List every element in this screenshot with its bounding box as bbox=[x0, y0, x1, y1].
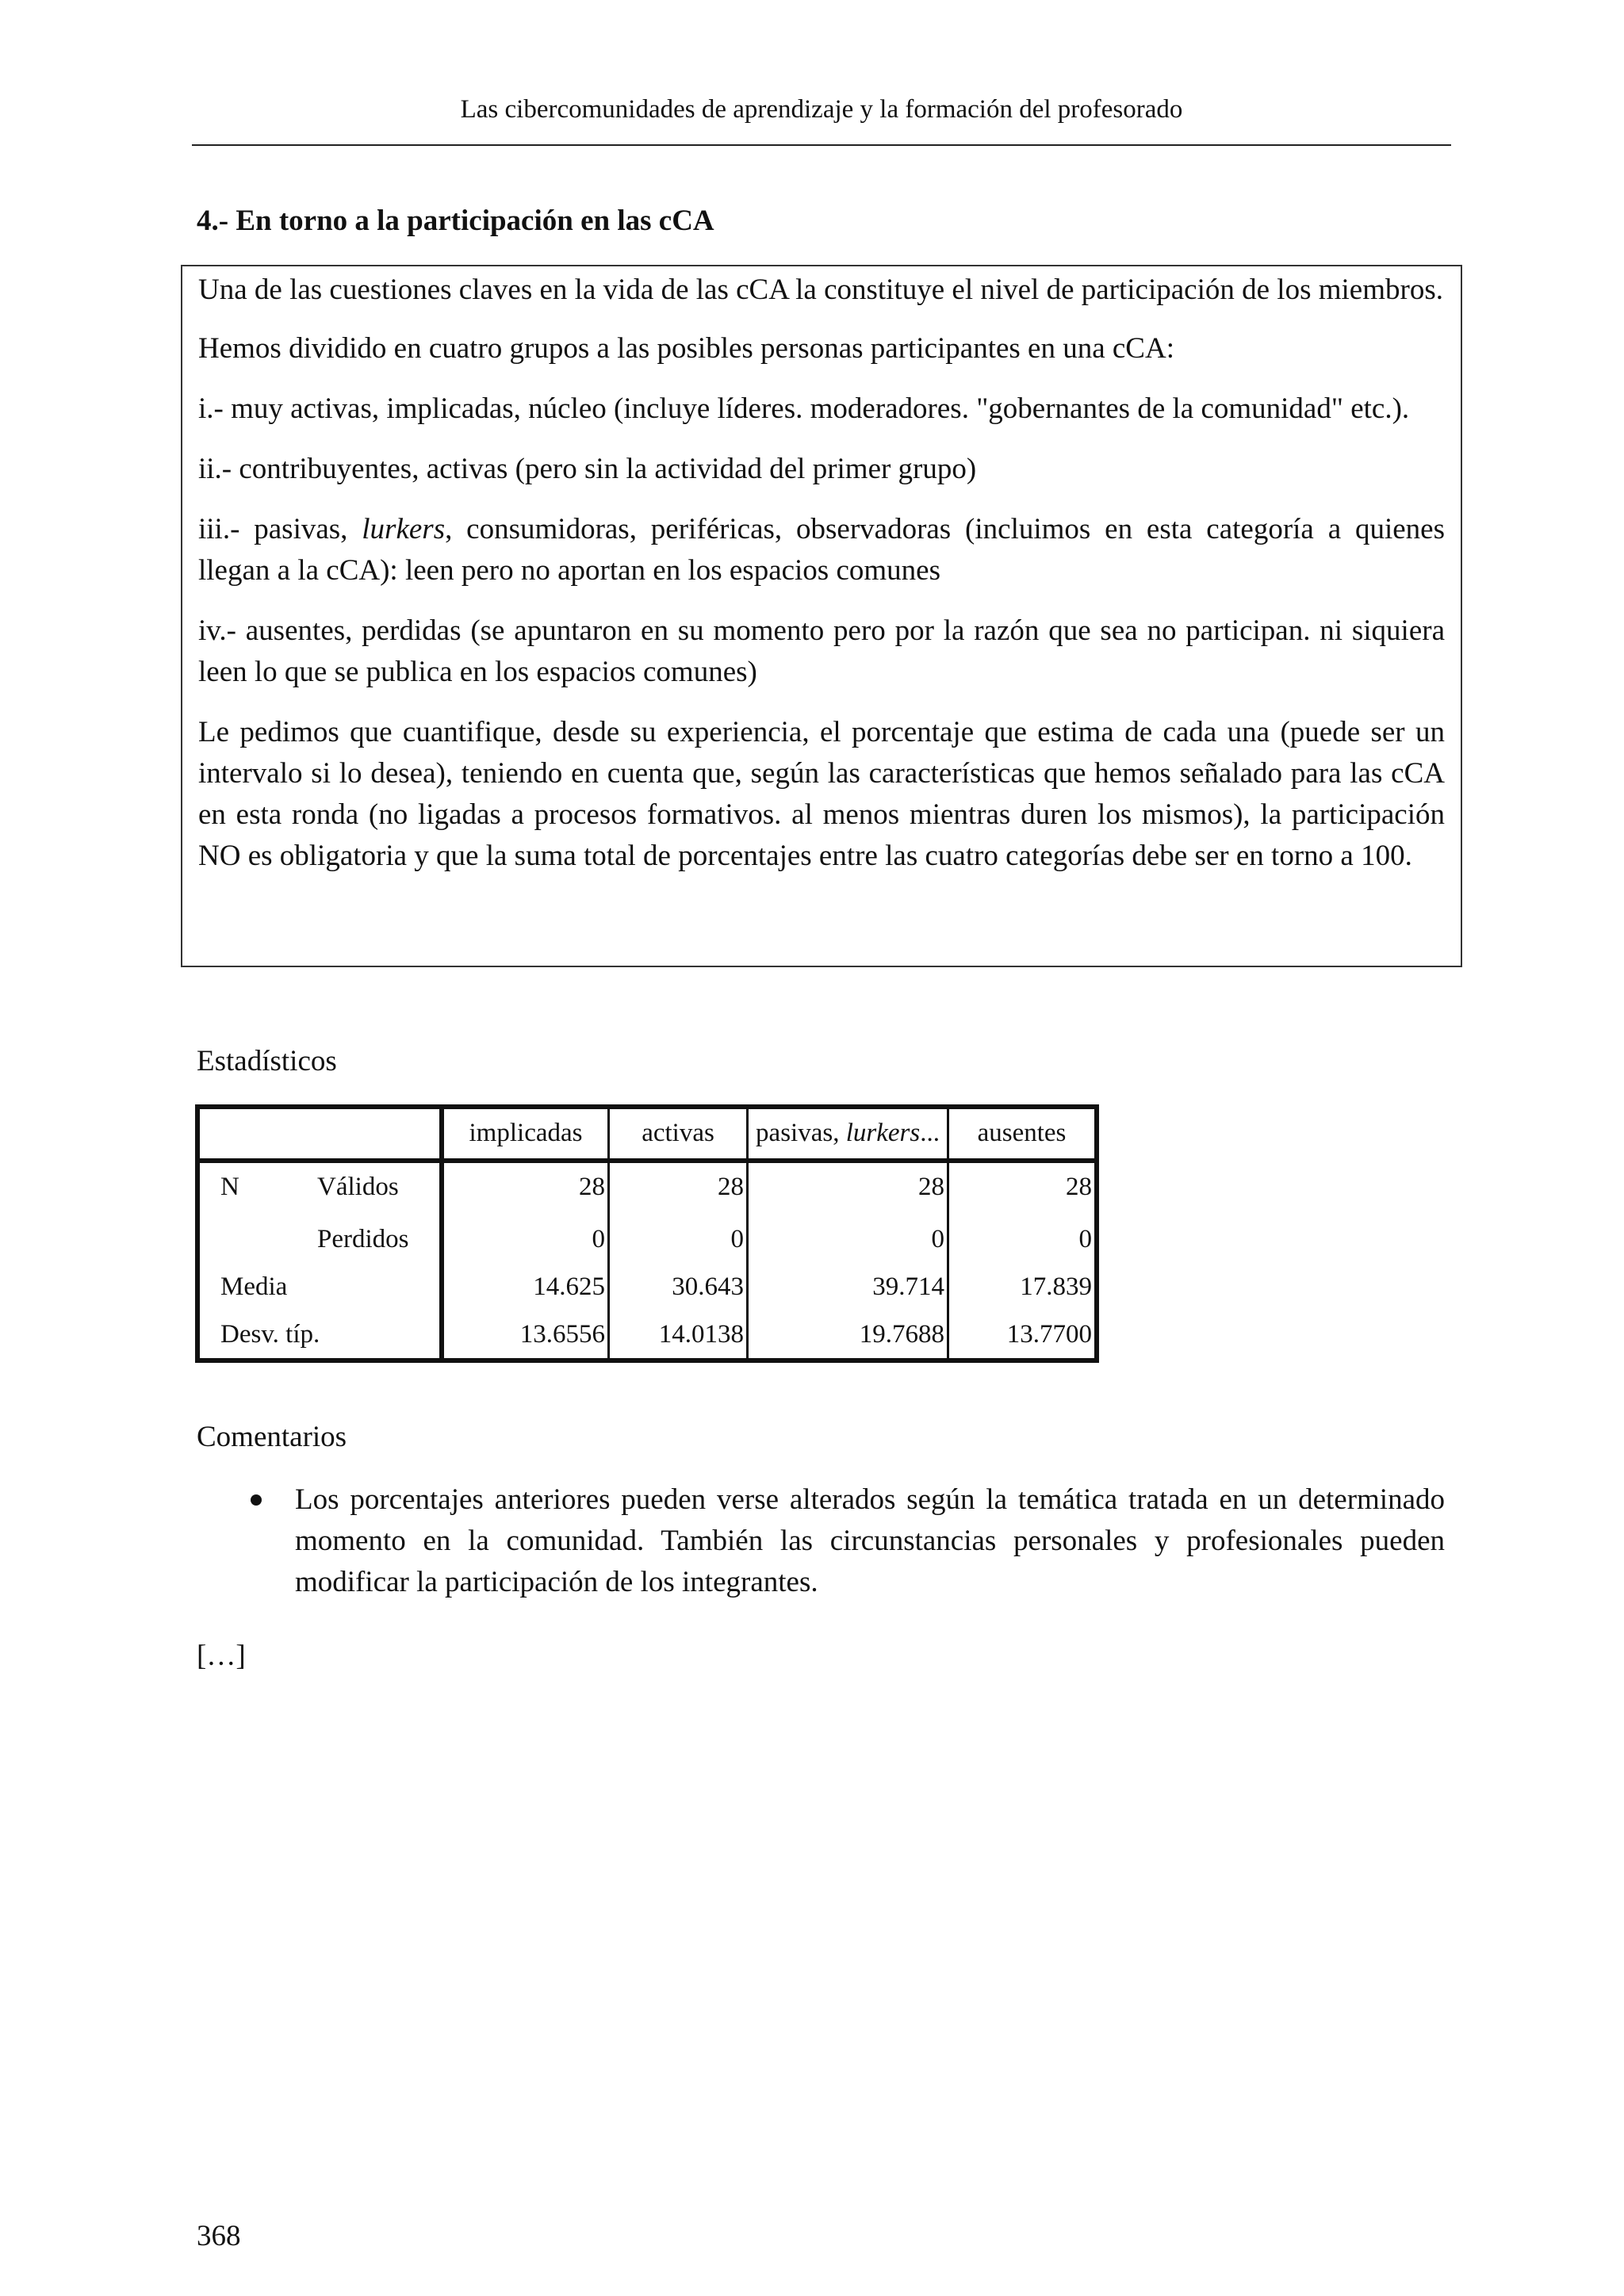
comments-list bbox=[197, 1479, 1445, 1603]
row-sublabel-validos: Válidos bbox=[317, 1173, 399, 1201]
cell-perdidos-activas: 0 bbox=[730, 1225, 744, 1253]
list-item bbox=[197, 1479, 1445, 1603]
groups-intro: Hemos dividido en cuatro grupos a las posibles personas participantes en una cCA: bbox=[198, 332, 1174, 365]
statistics-table bbox=[195, 1104, 1099, 1363]
cell-media-ausentes: 17.839 bbox=[1020, 1272, 1092, 1301]
column-header-activas: activas bbox=[642, 1119, 714, 1147]
row-label-n: N bbox=[220, 1173, 239, 1201]
ellipsis: […] bbox=[197, 1640, 246, 1672]
comment-text: Los porcentajes anteriores pueden verse alterados según la temática tratada en un determinado momento en la comunidad. También las circunstancias personales y profesionales pueden modificar la participación de los integrantes. bbox=[295, 1483, 1445, 1598]
group-iv: iv.- ausentes, perdidas (se apuntaron en su momento pero por la razón que sea no participan. ni siquiera leen lo que se publica en los espacios comunes) bbox=[198, 614, 1445, 688]
header-rule bbox=[192, 144, 1451, 146]
group-iii-emphasis: lurkers bbox=[362, 513, 446, 545]
section-title: 4.- En torno a la participación en las cCA bbox=[197, 205, 714, 237]
row-sublabel-perdidos: Perdidos bbox=[317, 1225, 409, 1253]
group-ii: ii.- contribuyentes, activas (pero sin la actividad del primer grupo) bbox=[198, 453, 977, 485]
page-number: 368 bbox=[197, 2220, 241, 2252]
cell-perdidos-implicadas: 0 bbox=[592, 1225, 605, 1253]
cell-media-pasivas: 39.714 bbox=[872, 1272, 944, 1301]
statistics-label: Estadísticos bbox=[197, 1045, 337, 1077]
row-label-desv: Desv. típ. bbox=[220, 1320, 320, 1349]
question-intro: Una de las cuestiones claves en la vida de las cCA la constituye el nivel de participación de los miembros. bbox=[198, 274, 1443, 306]
cell-desv-activas: 14.0138 bbox=[658, 1320, 744, 1349]
question-box bbox=[181, 265, 1462, 967]
cell-desv-ausentes: 13.7700 bbox=[1006, 1320, 1092, 1349]
cell-validos-implicadas: 28 bbox=[579, 1173, 605, 1201]
running-header: Las cibercomunidades de aprendizaje y la formación del profesorado bbox=[460, 95, 1183, 124]
cell-perdidos-pasivas: 0 bbox=[931, 1225, 944, 1253]
group-i: i.- muy activas, implicadas, núcleo (incluye líderes. moderadores. "gobernantes de la comunidad" etc.). bbox=[198, 392, 1410, 425]
cell-media-activas: 30.643 bbox=[672, 1272, 744, 1301]
cell-media-implicadas: 14.625 bbox=[533, 1272, 605, 1301]
column-header-pasivas bbox=[749, 1117, 947, 1149]
group-iii bbox=[198, 509, 1445, 591]
cell-desv-implicadas: 13.6556 bbox=[519, 1320, 605, 1349]
group-iii-suffix: , consumidoras, periféricas, observadoras (incluimos en esta categoría a quienes llegan a la cCA): leen pero no aportan en los espacios comunes bbox=[198, 513, 1445, 587]
cell-validos-ausentes: 28 bbox=[1066, 1173, 1092, 1201]
column-header-pasivas-prefix: pasivas, bbox=[756, 1119, 846, 1147]
column-header-implicadas: implicadas bbox=[469, 1119, 583, 1147]
column-header-pasivas-suffix: ... bbox=[920, 1119, 940, 1147]
bullet-icon bbox=[251, 1494, 262, 1506]
comments-label: Comentarios bbox=[197, 1421, 347, 1453]
column-header-pasivas-emphasis: lurkers bbox=[845, 1119, 921, 1147]
cell-desv-pasivas: 19.7688 bbox=[859, 1320, 944, 1349]
row-label-media: Media bbox=[220, 1272, 288, 1301]
column-header-ausentes: ausentes bbox=[977, 1119, 1067, 1147]
group-iii-prefix: iii.- pasivas, bbox=[198, 513, 362, 545]
instruction: Le pedimos que cuantifique, desde su experiencia, el porcentaje que estima de cada una (puede ser un intervalo si lo desea), teniendo en cuenta que, según las características que hemos señalado para las cCA en esta ronda (no ligadas a procesos formativos. al menos mientras duren los mismos), la participación NO es obligatoria y que la suma total de porcentajes entre las cuatro categorías debe ser en torno a 100. bbox=[198, 716, 1445, 872]
cell-validos-activas: 28 bbox=[718, 1173, 744, 1201]
cell-perdidos-ausentes: 0 bbox=[1078, 1225, 1092, 1253]
cell-validos-pasivas: 28 bbox=[918, 1173, 944, 1201]
